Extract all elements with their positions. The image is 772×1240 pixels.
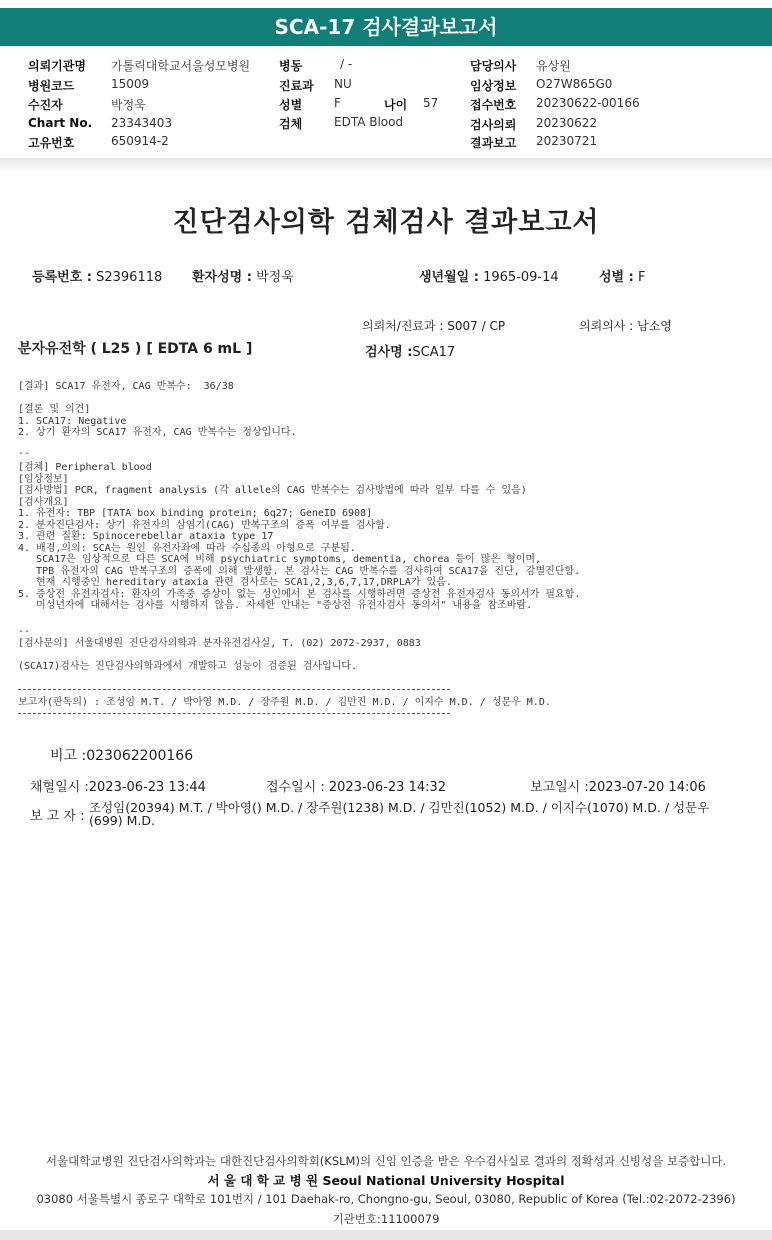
birthdate-label: 생년월일 : [419, 270, 479, 285]
reporter-line-1: 조성임(20394) M.T. / 박아영() M.D. / 장주원(1238) M.D. / 김만진(1052) M.D. / 이지수(1070) M.D. / 성문우 [89, 800, 710, 815]
note-value: 023062200166 [86, 748, 194, 764]
registration-no-label: 등록번호 : [32, 270, 92, 285]
result-report-value: 20230721 [536, 134, 598, 148]
receipt-no-label: 접수번호 [470, 98, 517, 112]
reporters-line: 보고자(판독의) : 조성임 M.T. / 박아영 M.D. / 장주원 M.D. / 김만진 M.D. / 이지수 M.D. / 성문우 M.D. [18, 697, 551, 708]
receipt-time-label: 접수일시 : [266, 780, 325, 795]
referring-doctor-value: 남소영 [637, 319, 672, 333]
patient-value: 박정욱 [111, 98, 146, 112]
attending-doctor-value: 유상원 [536, 59, 571, 73]
accreditation-statement: 서울대학교병원 진단검사의학과는 대한진단검사의학회(KSLM)의 신임 인증을 받은 우수검사실로 결과의 정확성과 신빙성을 보증합니다. [45, 1154, 727, 1168]
hospital-address: 03080 서울특별시 종로구 대학로 101번지 / 101 Daehak-ro, Chongno-gu, Seoul, 03080, Republic of Korea (Tel.:02-2072-2396) [36, 1192, 736, 1206]
test-name-label: 검사명 : [365, 345, 413, 360]
dashed-rule-bottom [18, 713, 450, 714]
referring-dept-value: S007 / CP [447, 319, 506, 333]
separator-1: -- [18, 448, 31, 459]
page-divider [0, 158, 772, 170]
collection-time-label: 채혈일시 : [30, 780, 89, 795]
page-bottom-strip [0, 1230, 772, 1240]
section-title: 분자유전학 ( L25 ) [ EDTA 6 mL ] [18, 341, 253, 357]
reporter-label: 보 고 자 : [30, 809, 85, 824]
test-request-value: 20230622 [536, 116, 598, 130]
inquiry-line: [검사문의] 서울대병원 진단검사의학과 분자유전검사실, T. (02) 2072-2937, 0883 [18, 638, 421, 649]
patient-label: 수진자 [28, 98, 63, 112]
sex-label: 성별 [279, 98, 303, 112]
conclusion-block: [결론 및 의견] 1. SCA17: Negative 2. 상기 환자의 SCA17 유전자, CAG 반복수는 정상입니다. [18, 404, 297, 438]
department-value: NU [334, 77, 352, 91]
specimen-label: 검체 [279, 117, 303, 131]
chart-no-label: Chart No. [28, 116, 93, 130]
report-time-label: 보고일시 : [530, 780, 589, 795]
requesting-institution-label: 의뢰기관명 [28, 59, 86, 73]
report-banner-title: SCA-17 검사결과보고서 [0, 8, 772, 46]
details-block: [검체] Peripheral blood [임상정보] [검사방법] PCR, fragment analysis (각 allele의 CAG 반복수는 검사방법에 따라 일부 다를 수 있음) [검사개요] 1. 유전자: TBP [TATA box binding protein; 6q27; GeneID 6908] 2. 분자진단검사: 상기 유전자의 삼염기(CAG) 반복구조의 증폭 여부를 검사함. 3. 관련 질환: Spinocerebellar ataxia type 17 4. 배경,의의: SCA는 원인 유전자좌에 따라 수십종의 아형으로 구분됨. SCA17은 임상적으로 다른 SCA에 비해 psychiatric symptoms, dementia, chorea 등이 많은 형이며, TPB 유전자의 CAG 반복구조의 증폭에 의해 발생함. 본 검사는 CAG 반복수를 검사하여 SCA17을 진단, 감별진단함. 현재 시행중인 hereditary ataxia 관련 검사로는 SCA1,2,3,6,7,17,DRPLA가 있음. 5. 증상전 유전자검사: 환자의 가족중 증상이 없는 성인에서 본 검사를 시행하려면 증상전 유전자검사 동의서가 필요함. 미성년자에 대해서는 검사를 시행하지 않음. 자세한 안내는 "증상전 유전자검사 동의서" 내용을 참조바람. [18, 462, 581, 611]
age-label: 나이 [384, 98, 408, 112]
separator-2: -- [18, 626, 31, 637]
document-title: 진단검사의학 검체검사 결과보고서 [172, 207, 600, 238]
registration-no-value: S2396118 [96, 270, 163, 285]
report-sex-value: F [637, 270, 646, 285]
department-label: 진료과 [279, 79, 314, 93]
unique-no-label: 고유번호 [28, 136, 75, 150]
dashed-rule-top [18, 689, 450, 690]
receipt-time-value: 2023-06-23 14:32 [328, 780, 447, 795]
requesting-institution-value: 가톨릭대학교서울성모병원 [111, 59, 251, 73]
test-name-value: SCA17 [412, 345, 456, 360]
patient-name-label: 환자성명 : [192, 270, 252, 285]
referring-doctor-label: 의뢰의사 : [579, 319, 634, 333]
clinical-info-value: O27W865G0 [536, 77, 613, 91]
collection-time-value: 2023-06-23 13:44 [88, 780, 206, 795]
institution-number: 기관번호:11100079 [332, 1212, 440, 1226]
development-note: (SCA17)검사는 진단검사의학과에서 개발하고 성능이 검증된 검사입니다. [18, 661, 358, 672]
report-sex-label: 성별 : [599, 270, 634, 285]
age-value: 57 [423, 96, 439, 110]
ward-value: / - [340, 57, 353, 71]
receipt-no-value: 20230622-00166 [536, 96, 640, 110]
birthdate-value: 1965-09-14 [483, 270, 559, 285]
unique-no-value: 650914-2 [111, 134, 169, 148]
chart-no-value: 23343403 [111, 116, 173, 130]
specimen-value: EDTA Blood [334, 115, 404, 129]
reporter-line-2: (699) M.D. [89, 813, 155, 828]
test-request-label: 검사의뢰 [470, 118, 517, 132]
sex-value: F [334, 96, 341, 110]
result-line: [결과] SCA17 유전자, CAG 반복수: 36/38 [18, 381, 234, 392]
report-time-value: 2023-07-20 14:06 [588, 780, 706, 795]
referring-dept-label: 의뢰처/진료과 : [362, 319, 444, 333]
note-label: 비고 : [50, 748, 87, 764]
hospital-code-value: 15009 [111, 77, 150, 91]
ward-label: 병동 [279, 59, 303, 73]
clinical-info-label: 임상정보 [470, 79, 517, 93]
attending-doctor-label: 담당의사 [470, 59, 517, 73]
patient-name-value: 박정욱 [256, 270, 294, 285]
hospital-code-label: 병원코드 [28, 79, 75, 93]
hospital-name: 서 울 대 학 교 병 원 Seoul National University Hospital [207, 1173, 565, 1188]
result-report-label: 결과보고 [470, 136, 517, 150]
